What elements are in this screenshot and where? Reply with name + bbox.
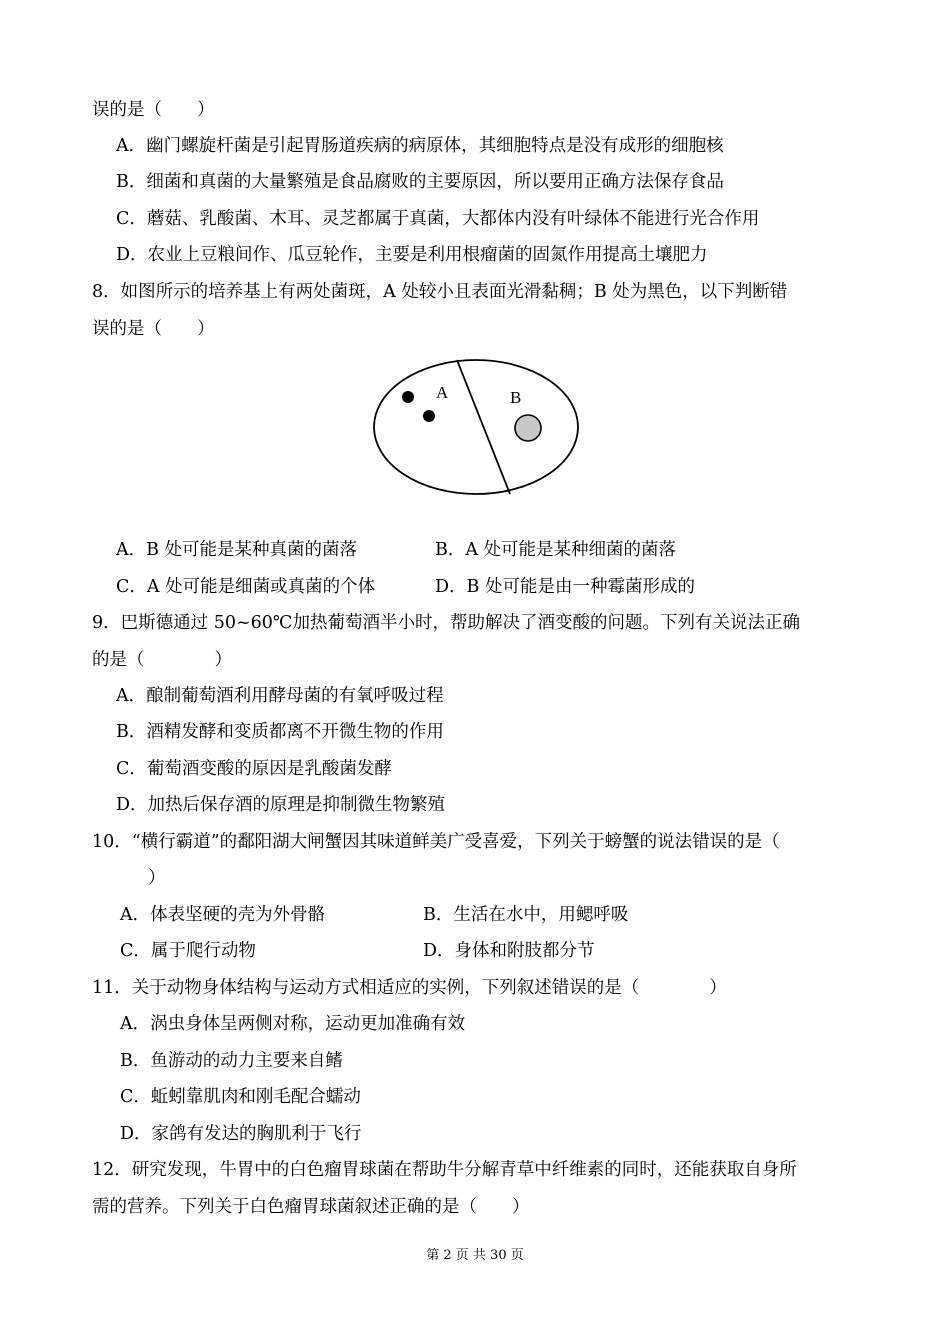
q12-stem-line1: 12．研究发现，牛胃中的白色瘤胃球菌在帮助牛分解青草中纤维素的同时，还能获取自身所: [92, 1160, 797, 1180]
colony-b: [515, 415, 541, 441]
q8-option-a: A．B 处可能是某种真菌的菌落: [116, 540, 358, 560]
petri-dish-diagram: [370, 355, 590, 503]
q10-option-b: B．生活在水中，用鳃呼吸: [423, 905, 629, 925]
q11-option-c: C．蚯蚓靠肌肉和刚毛配合蠕动: [120, 1087, 361, 1107]
q9-option-d: D．加热后保存酒的原理是抑制微生物繁殖: [116, 795, 446, 815]
dividing-line: [457, 360, 510, 494]
colony-a-dot-2: [423, 410, 435, 422]
q9-option-a: A．酿制葡萄酒利用酵母菌的有氧呼吸过程: [116, 686, 444, 706]
q8-stem-line2: 误的是（ ）: [92, 319, 215, 339]
q10-stem-line1: 10．“横行霸道”的鄱阳湖大闸蟹因其味道鲜美广受喜爱，下列关于螃蟹的说法错误的是（: [92, 832, 780, 852]
label-b: B: [510, 388, 522, 407]
petri-dish-outline: [374, 360, 578, 494]
q7-option-d: D．农业上豆粮间作、瓜豆轮作，主要是利用根瘤菌的固氮作用提高土壤肥力: [116, 245, 708, 265]
q10-option-d: D．身体和附肢都分节: [423, 941, 595, 961]
q8-stem-line1: 8．如图所示的培养基上有两处菌斑，A 处较小且表面光滑黏稠；B 处为黑色，以下判断错: [92, 282, 788, 302]
q7-option-c: C．蘑菇、乳酸菌、木耳、灵芝都属于真菌，大都体内没有叶绿体不能进行光合作用: [116, 209, 760, 229]
petri-dish-figure: [370, 355, 590, 507]
q9-stem-line1: 9．巴斯德通过 50~60℃加热葡萄酒半小时，帮助解决了酒变酸的问题。下列有关说法正确: [92, 613, 800, 633]
q10-option-a: A．体表坚硬的壳为外骨骼: [120, 905, 326, 925]
label-a: A: [436, 383, 449, 402]
q12-stem-line2: 需的营养。下列关于白色瘤胃球菌叙述正确的是（ ）: [92, 1197, 530, 1217]
q9-option-c: C．葡萄酒变酸的原因是乳酸菌发酵: [116, 759, 392, 779]
q11-option-b: B．鱼游动的动力主要来自鳍: [120, 1051, 343, 1071]
colony-a-dot-1: [402, 391, 414, 403]
q9-stem-line2: 的是（ ）: [92, 650, 232, 670]
q10-stem-line2: ）: [148, 868, 166, 888]
q8-option-d: D．B 处可能是由一种霉菌形成的: [435, 577, 695, 597]
q8-option-c: C．A 处可能是细菌或真菌的个体: [116, 577, 376, 597]
q11-stem: 11．关于动物身体结构与运动方式相适应的实例，下列叙述错误的是（ ）: [92, 978, 727, 998]
q7-option-a: A．幽门螺旋杆菌是引起胃肠道疾病的病原体，其细胞特点是没有成形的细胞核: [116, 136, 724, 156]
q8-option-b: B．A 处可能是某种细菌的菌落: [435, 540, 677, 560]
q10-option-c: C．属于爬行动物: [120, 941, 256, 961]
q7-stem-tail: 误的是（ ）: [92, 100, 215, 120]
q11-option-d: D．家鸽有发达的胸肌利于飞行: [120, 1124, 362, 1144]
page-footer: 第 2 页 共 30 页: [426, 1248, 524, 1263]
q11-option-a: A．涡虫身体呈两侧对称，运动更加准确有效: [120, 1014, 466, 1034]
q7-option-b: B．细菌和真菌的大量繁殖是食品腐败的主要原因，所以要用正确方法保存食品: [116, 172, 724, 192]
q9-option-b: B．酒精发酵和变质都离不开微生物的作用: [116, 722, 444, 742]
